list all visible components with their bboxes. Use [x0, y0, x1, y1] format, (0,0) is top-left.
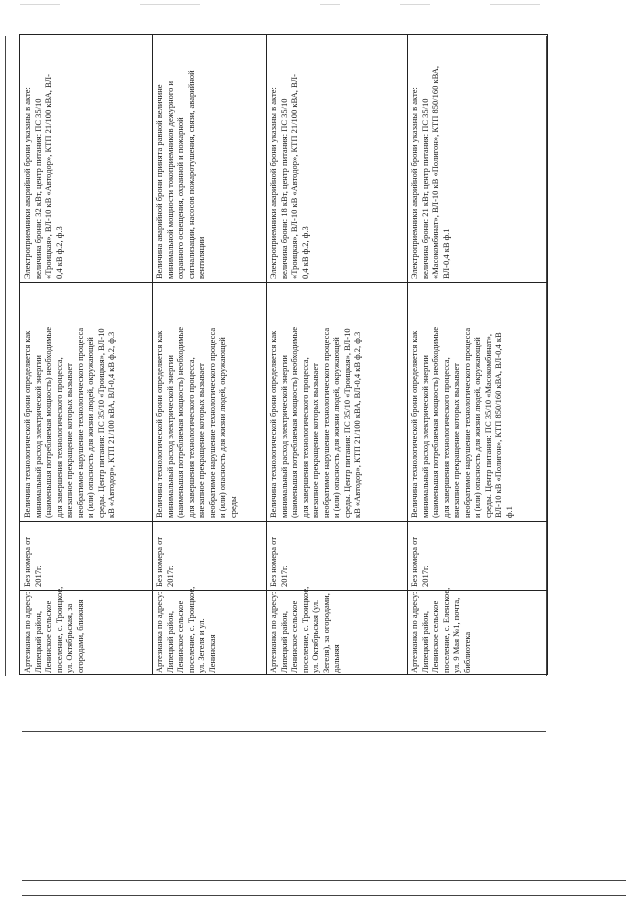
row-4-address: Артезианка по адресу: Липецкий район, Ленинское сельское поселение, с. Еленское, ул. 9 Мая №1, почта, библиотека [409, 587, 472, 673]
row-2-tech-reserve: Величина технологической брони определяется как минимальный расход электрической энергии (наименьшая потребляемая мощность) необходимые для завершения технологического процесса, внезапное прекращение которых вызывает необратимое нарушение технологического процесса и (или) опасность для жизни людей, окружающей среды [154, 326, 238, 518]
divider-line-2 [22, 880, 626, 881]
row-divider [266, 35, 267, 674]
divider-line-3 [22, 895, 626, 896]
row-1-address: Артезианка по адресу: Липецкий район, Ленинское сельское поселение, с. Троицкое, ул. Октябрьская, за огородами, ближняя [22, 586, 85, 673]
row-2-act: Без номера от 2017г. [154, 536, 175, 587]
row-4-emergency-reserve: Электроприемники аварийной брони указаны в акте: величина брони: 21 кВт, центр питания: ПС 35/10 «Масокомбинат», ВЛ-10 кВ «Полигон», КТП 850/160 кВА, ВЛ-0,4 кВ ф.1 [409, 66, 451, 279]
row-2-emergency-reserve: Величина аварийной брони принята равной величине минимальной мощности токоприемников дежурного и охранного освещения, охранной и пожарной сигнализации, насосов пожаротушения, связи, аварийной вентиляции [154, 70, 206, 279]
row-1-tech-reserve: Величина технологической брони определяется как минимальный расход электрической энергии (наименьшая потребляемая мощность) необходимые для завершения технологического процесса, внезапное прекращение которых вызывает необратимое нарушение технологического процесса и (или) опасность для жизни людей, окружающей среды. Центр питания: ПС 35/10 «Троицкая», ВЛ-10 кВ «Автодор», КТП 21/100 кВА, ВЛ-0,4 кВ ф.2, ф.3 [22, 326, 116, 518]
row-3-emergency-reserve: Электроприемники аварийной брони указаны в акте: величина брони: 18 кВт, центр питания: ПС 35/10 «Троицкая», ВЛ-10 кВ «Автодор», КТП 21/100 кВА, ВЛ- 0,4 кВ ф.2, ф.3 [268, 74, 310, 279]
row-2-address: Артезианка по адресу: Липецкий район, Ленинское сельское поселение, с. Троицкое, ул. Зегеля и ул. Ленинская [154, 586, 217, 673]
row-3-address: Артезианка по адресу: Липецкий район, Ленинское сельское поселение, с. Троицкое, ул. Октябрьская (ул. Зегеля), за огородами, дальняя [268, 586, 341, 673]
row-3-act: Без номера от 2017г. [268, 536, 289, 587]
row-1-act: Без номера от 2017г. [22, 536, 43, 587]
row-divider [407, 35, 408, 674]
divider-line-1 [22, 731, 546, 732]
row-3-tech-reserve: Величина технологической брони определяется как минимальный расход электрической энергии (наименьшая потребляемая мощность) необходимые для завершения технологического процесса, внезапное прекращение которых вызывает необратимое нарушение технологического процесса и (или) опасность для жизни людей, окружающей среды. Центр питания: ПС 35/10 «Троицкая», ВЛ-10 кВ «Автодор», КТП 21/100 кВА, ВЛ-0,4 кВ ф.2, ф.3 [268, 326, 362, 518]
row-1-emergency-reserve: Электроприемники аварийной брони указаны в акте: величина брони: 32 кВт, центр питания: ПС 35/10 «Троицкая», ВЛ-10 кВ «Автодор», КТП 21/100 кВА, ВЛ- 0,4 кВ ф.2, ф.3 [22, 74, 64, 279]
row-4-act: Без номера от 2017г. [409, 536, 430, 587]
row-4-tech-reserve: Величина технологической брони определяется как минимальный расход электрической энергии (наименьшая потребляемая мощность) необходимые для завершения технологического процесса, внезапное прекращение которых вызывает необратимое нарушение технологического процесса и (или) опасность для жизни людей, окружающей среды. Центр питания: ПС 35/10 «Масокомбинат», ВЛ-10 кВ «Полигон», КТП 850/160 кВА, ВЛ-0,4 кВ ф.1 [409, 326, 514, 518]
row-divider [152, 35, 153, 674]
margin-rule-left [5, 36, 6, 676]
scan-marks [20, 4, 620, 12]
column-divider [20, 521, 547, 522]
